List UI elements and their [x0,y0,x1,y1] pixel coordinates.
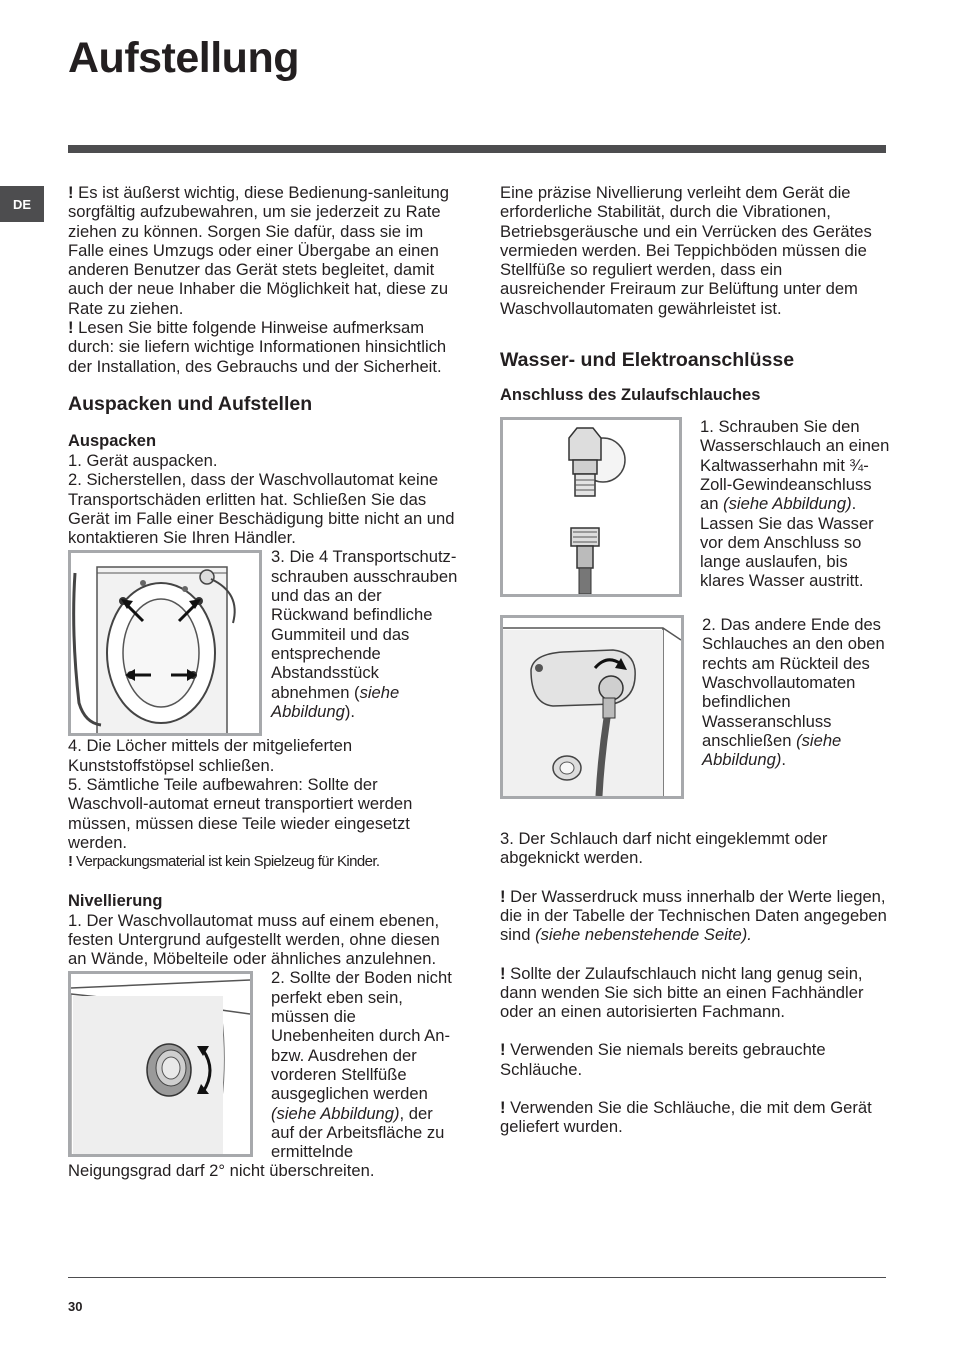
title-divider [68,145,886,153]
tap-hose-illustration [503,420,679,594]
unpack-step-3: 3. Die 4 Transportschutz-schrauben ausschrauben und das an der Rückwand befindliche Gummiteil und das entsprechende Abstandsstück abnehmen (siehe Abbildung). [271,547,458,721]
heading-zulaufschlauch: Anschluss des Zulaufschlauches [500,386,761,405]
washer-back-illustration [71,553,259,733]
right-column [500,183,890,1137]
back-connection-illustration [503,618,681,796]
connection-step-3: 3. Der Schlauch darf nicht eingeklemmt oder abgeknickt werden. [500,829,828,868]
connection-step-2: 2. Das andere Ende des Schlauches an den oben rechts am Rückteil des Waschvollautomaten befindlichen Wasseranschluss anschließen (siehe Abbildung). [702,615,885,770]
level-step-1: 1. Der Waschvollautomat muss auf einem ebenen, festen Untergrund aufgestellt werden, ohne diesen an Wände, Möbelteile oder ähnliches anzulehnen. [68,910,440,969]
heading-auspacken: Auspacken [68,431,157,450]
warning-hose-length: ! Sollte der Zulaufschlauch nicht lang genug sein, dann wenden Sie sich bitte an einen Fachhändler oder an einen autorisierten Fachmann. [500,963,864,1022]
page-number: 30 [68,1299,83,1314]
leveling-foot-illustration [71,974,250,1154]
heading-auspacken-aufstellen: Auspacken und Aufstellen [68,392,313,415]
warning-water-pressure: ! Der Wasserdruck muss innerhalb der Werte liegen, die in der Tabelle der Technischen Daten angegeben sind (siehe nebenstehende Seite). [500,886,887,945]
figure-back-connection [500,615,684,799]
connection-step-1: 1. Schrauben Sie den Wasserschlauch an einen Kaltwasserhahn mit ¾-Zoll-Gewindeanschluss an (siehe Abbildung). Lassen Sie das Wasser vor dem Anschluss so lange auslaufen, bis klares Wasser austritt. [700,417,890,591]
page-title: Aufstellung [68,34,299,82]
language-tab: DE [0,186,44,222]
heading-nivellierung: Nivellierung [68,891,163,910]
unpack-step-5: 5. Sämtliche Teile aufbewahren: Sollte der Waschvoll-automat erneut transportiert werden müssen, müssen diese Teile wieder eingesetzt werden. [68,775,413,852]
unpack-step-4: 4. Die Löcher mittels der mitgelieferten Kunststoffstöpsel schließen. [68,736,353,775]
figure-cold-water-tap [500,417,682,597]
unpack-step-2: 2. Sicherstellen, dass der Waschvollautomat keine Transportschäden erlitten hat. Schließen Sie das Gerät im Falle einer Beschädigung bitte nicht an und kontaktieren Sie Ihren Händler. [68,470,455,548]
figure-transport-screws [68,550,262,736]
unpack-step-1: 1. Gerät auspacken. [68,450,218,470]
intro-warning-1: ! Es ist äußerst wichtig, diese Bedienung-sanleitung sorgfältig aufzubewahren, um sie jederzeit zu Rate ziehen zu können. Sorgen Sie dafür, dass sie im Falle eines Umzugs oder einer Übergabe an einen anderen Benutzer das Gerät stets begleitet, damit auch der neue Inhaber die Möglichkeit hat, diese zu Rate zu ziehen. [68,183,449,318]
left-column [68,183,458,1181]
warning-supplied-hoses: ! Verwenden Sie die Schläuche, die mit dem Gerät geliefert wurden. [500,1098,872,1137]
figure-leveling-foot [68,971,253,1157]
leveling-explanation: Eine präzise Nivellierung verleiht dem Gerät die erforderliche Stabilität, durch die Vibrationen, Betriebsgeräusche und ein Verrücken des Gerätes vermieden werden. Bei Teppichböden müssen die Stellfüße so reguliert werden, dass ein ausreichender Freiraum zur Belüftung unter dem Waschvollautomaten gewährleistet ist. [500,183,872,318]
level-step-2: 2. Sollte der Boden nicht perfekt eben sein, müssen die Unebenheiten durch An- bzw. Ausdrehen der vorderen Stellfüße ausgeglichen werden (siehe Abbildung), der auf der Arbeitsfläche zu ermittelnde Neigungsgrad darf 2° nicht überschreiten. [68,968,452,1181]
packaging-warning: ! Verpackungsmaterial ist kein Spielzeug für Kinder. [68,853,380,871]
intro-warning-2: ! Lesen Sie bitte folgende Hinweise aufmerksam durch: sie liefern wichtige Informationen hinsichtlich der Installation, des Gebrauchs und der Sicherheit. [68,318,447,376]
footer-divider [68,1277,886,1278]
warning-used-hoses: ! Verwenden Sie niemals bereits gebrauchte Schläuche. [500,1040,826,1079]
heading-wasser-elektro: Wasser- und Elektroanschlüsse [500,349,795,372]
